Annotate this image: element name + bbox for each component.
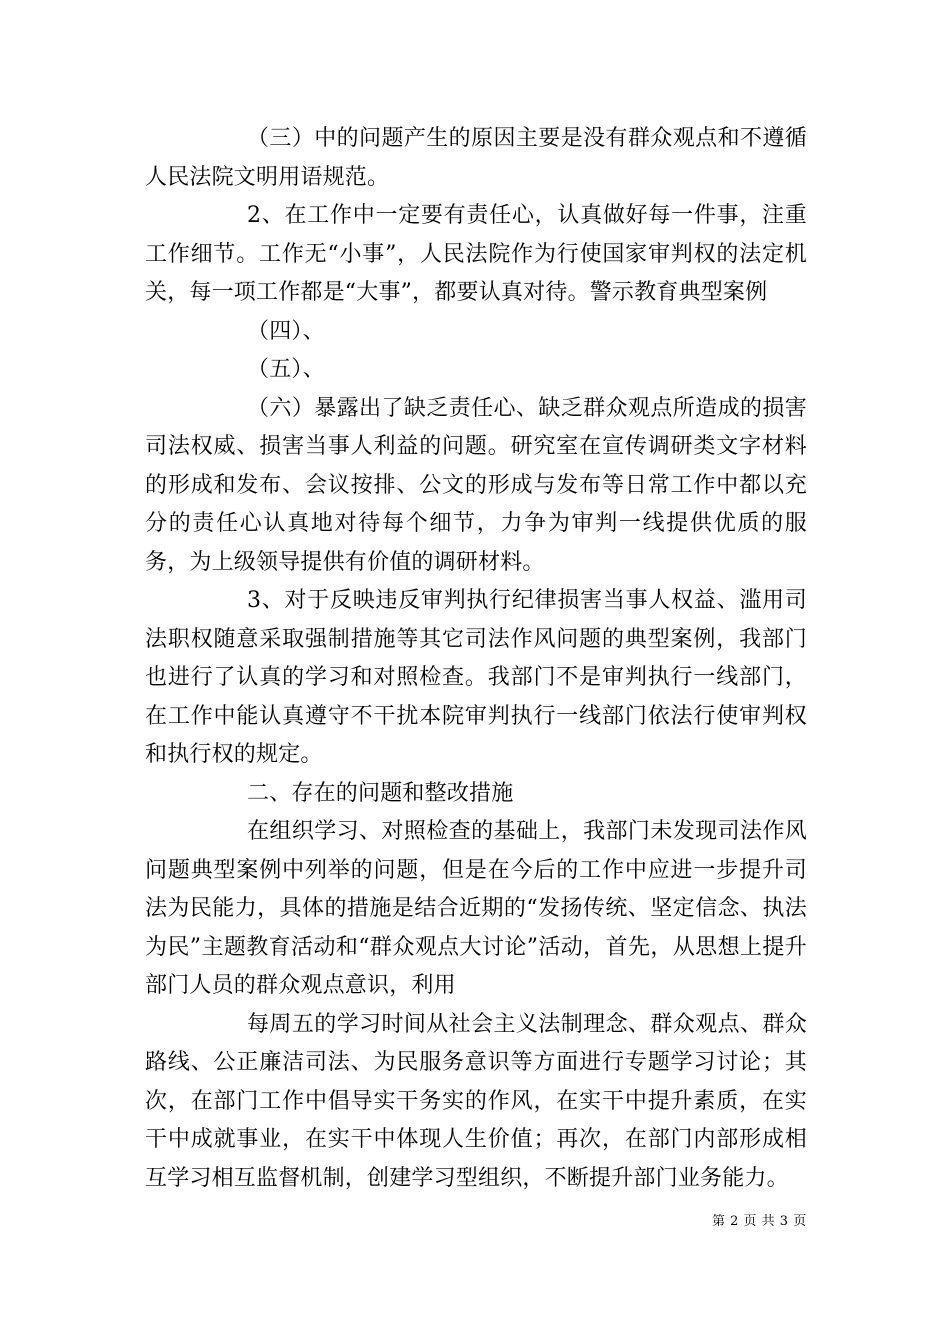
page-number-footer: 第 2 页 共 3 页 <box>712 1214 807 1229</box>
paragraph-2: 2、在工作中一定要有责任心，认真做好每一件事，注重工作细节。工作无“小事”，人民法院作为行使国家审判权的法定机关，每一项工作都是“大事”，都要认真对待。警示教育典型案例 <box>145 203 807 305</box>
paragraph-5: （六）暴露出了缺乏责任心、缺乏群众观点所造成的损害司法权威、损害当事人利益的问题。研究室在宣传调研类文字材料的形成和发布、会议按排、公文的形成与发布等日常工作中都以充分的责任心认真地对待每个细节，力争为审判一线提供优质的服务，为上级领导提供有价值的调研材料。 <box>145 395 807 575</box>
section-heading: 二、存在的问题和整改措施 <box>247 780 514 806</box>
paragraph-9: 每周五的学习时间从社会主义法制理念、群众观点、群众路线、公正廉洁司法、为民服务意识等方面进行专题学习讨论；其次，在部门工作中倡导实干务实的作风，在实干中提升素质，在实干中成就事业，在实干中体现人生价值；再次，在部门内部形成相互学习相互监督机制，创建学习型组织，不断提升部门业务能力。 <box>145 1011 807 1191</box>
paragraph-1: （三）中的问题产生的原因主要是没有群众观点和不遵循人民法院文明用语规范。 <box>145 126 807 190</box>
paragraph-3: （四）、 <box>247 318 325 344</box>
paragraph-6: 3、对于反映违反审判执行纪律损害当事人权益、滥用司法职权随意采取强制措施等其它司法作风问题的典型案例，我部门也进行了认真的学习和对照检查。我部门不是审判执行一线部门，在工作中能认真遵守不干扰本院审判执行一线部门依法行使审判权和执行权的规定。 <box>145 588 807 767</box>
document-body <box>145 120 807 1198</box>
paragraph-8: 在组织学习、对照检查的基础上，我部门未发现司法作风问题典型案例中列举的问题，但是在今后的工作中应进一步提升司法为民能力，具体的措施是结合近期的“发扬传统、坚定信念、执法为民”主题教育活动和“群众观点大讨论”活动，首先，从思想上提升部门人员的群众观点意识，利用 <box>145 819 807 998</box>
paragraph-4: （五）、 <box>247 357 325 382</box>
